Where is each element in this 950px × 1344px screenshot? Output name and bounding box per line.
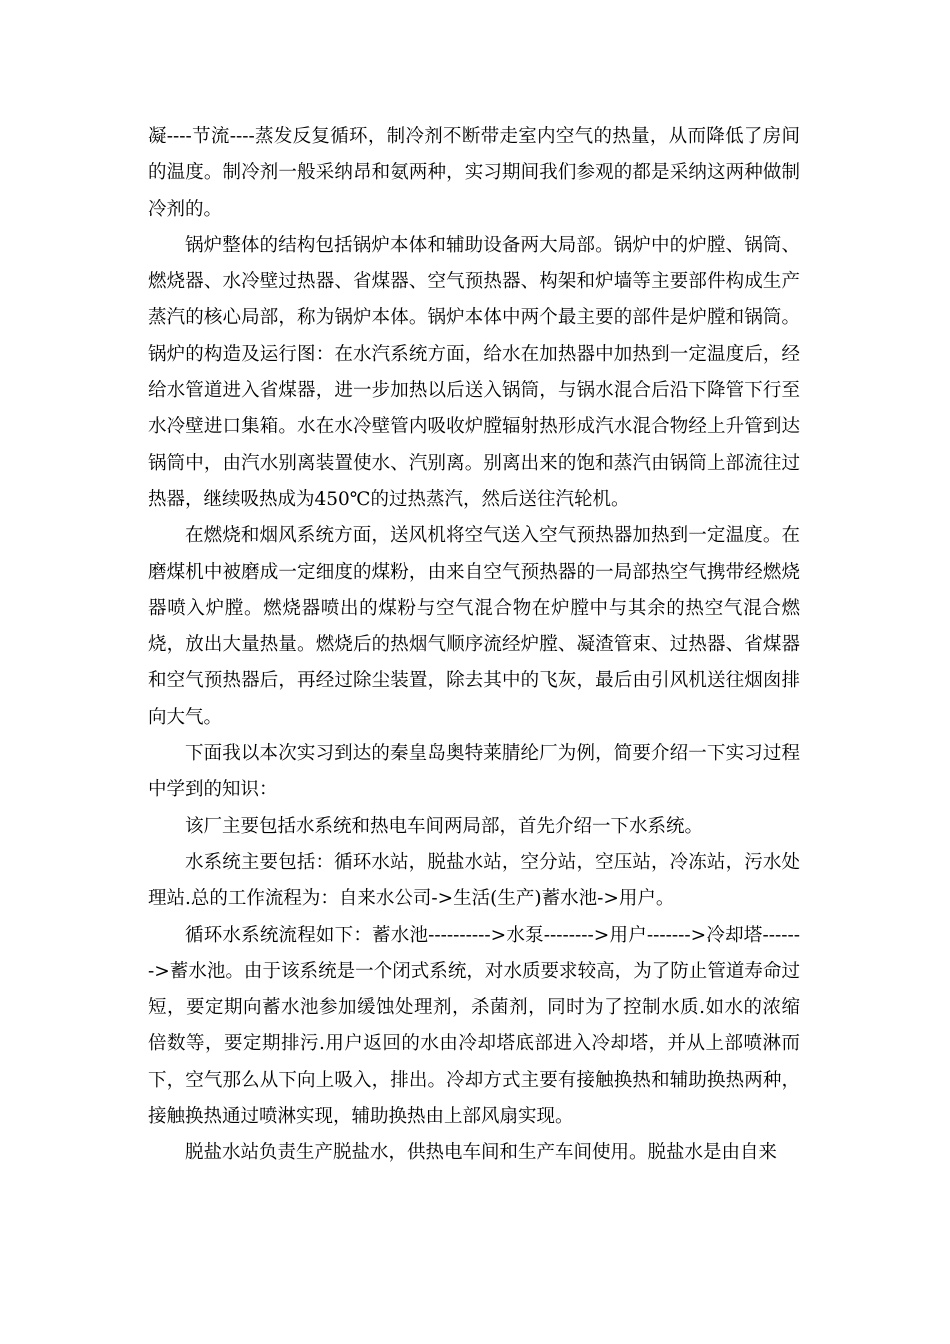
paragraph-7: 循环水系统流程如下：蓄水池---------->水泵-------->用户------->冷却塔------->蓄水池。由于该系统是一个闭式系统，对水质要求较高，为了防止管道寿命过短，要定期向蓄水池参加缓蚀处理剂，杀菌剂，同时为了控制水质.如水的浓缩倍数等，要定期排污.用户返回的水由冷却塔底部进入冷却塔，并从上部喷淋而下，空气那么从下向上吸入，排出。冷却方式主要有接触换热和辅助换热两种，接触换热通过喷淋实现，辅助换热由上部风扇实现。	[148, 924, 800, 1128]
paragraph-1: 凝----节流----蒸发反复循环，制冷剂不断带走室内空气的热量，从而降低了房间的温度。制冷剂一般采纳昂和氨两种，实习期间我们参观的都是采纳这两种做制冷剂的。	[148, 126, 800, 220]
paragraph-8: 脱盐水站负责生产脱盐水，供热电车间和生产车间使用。脱盐水是由自来	[185, 1142, 778, 1164]
body-text	[148, 119, 800, 1172]
paragraph-5: 该厂主要包括水系统和热电车间两局部，首先介绍一下水系统。	[185, 815, 704, 837]
paragraph-4: 下面我以本次实习到达的秦皇岛奥特莱腈纶厂为例，简要介绍一下实习过程中学到的知识：	[148, 743, 800, 801]
paragraph-2: 锅炉整体的结构包括锅炉本体和辅助设备两大局部。锅炉中的炉膛、锅筒、燃烧器、水冷壁过热器、省煤器、空气预热器、构架和炉墙等主要部件构成生产蒸汽的核心局部，称为锅炉本体。锅炉本体中两个最主要的部件是炉膛和锅筒。锅炉的构造及运行图：在水汽系统方面，给水在加热器中加热到一定温度后，经给水管道进入省煤器，进一步加热以后送入锅筒，与锅水混合后沿下降管下行至水冷壁进口集箱。水在水冷壁管内吸收炉膛辐射热形成汽水混合物经上升管到达锅筒中，由汽水别离装置使水、汽别离。别离出来的饱和蒸汽由锅筒上部流往过热器，继续吸热成为450℃的过热蒸汽，然后送往汽轮机。	[148, 234, 800, 510]
paragraph-3: 在燃烧和烟风系统方面，送风机将空气送入空气预热器加热到一定温度。在磨煤机中被磨成一定细度的煤粉，由来自空气预热器的一局部热空气携带经燃烧器喷入炉膛。燃烧器喷出的煤粉与空气混合物在炉膛中与其余的热空气混合燃烧，放出大量热量。燃烧后的热烟气顺序流经炉膛、凝渣管束、过热器、省煤器和空气预热器后，再经过除尘装置，除去其中的飞灰，最后由引风机送往烟囱排向大气。	[148, 525, 800, 728]
paragraph-6: 水系统主要包括：循环水站，脱盐水站，空分站，空压站，冷冻站，污水处理站.总的工作流程为：自来水公司->生活(生产)蓄水池->用户。	[148, 851, 800, 910]
